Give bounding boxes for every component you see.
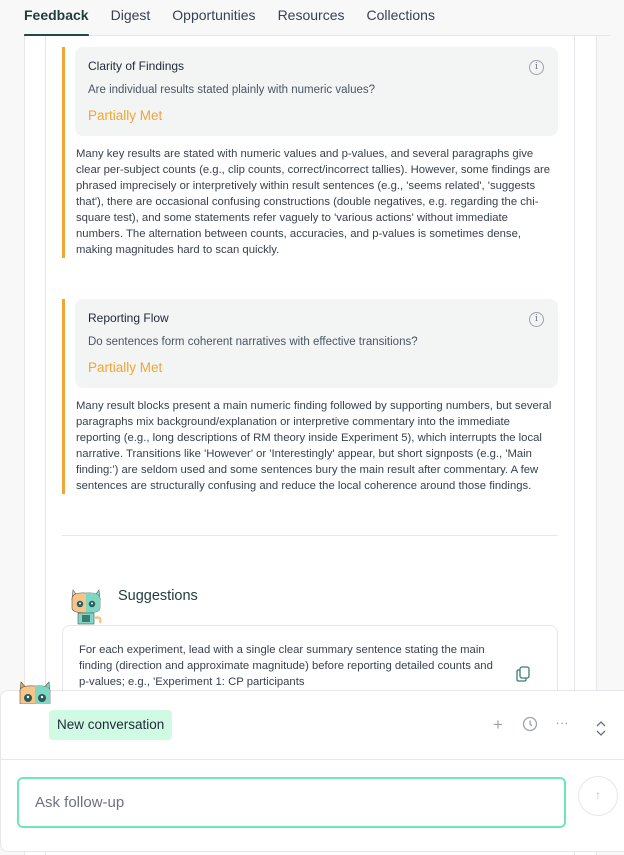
criterion-card bbox=[75, 299, 558, 388]
tab-resources[interactable]: Resources bbox=[277, 7, 345, 23]
cat-mascot-icon bbox=[68, 586, 104, 626]
history-icon[interactable] bbox=[522, 716, 538, 732]
info-icon[interactable]: i bbox=[529, 312, 544, 327]
criterion-clarity-of-findings bbox=[62, 47, 558, 258]
tab-digest[interactable]: Digest bbox=[110, 7, 151, 23]
new-conversation-tab[interactable]: New conversation bbox=[49, 710, 172, 740]
chat-header-divider bbox=[0, 759, 624, 760]
tab-opportunities[interactable]: Opportunities bbox=[172, 7, 256, 23]
criterion-title: Reporting Flow bbox=[88, 311, 169, 325]
tab-collections[interactable]: Collections bbox=[366, 7, 435, 23]
more-icon[interactable]: ··· bbox=[555, 715, 569, 730]
section-divider bbox=[62, 535, 558, 536]
send-button[interactable] bbox=[578, 776, 618, 816]
criterion-card bbox=[75, 47, 558, 136]
cat-mascot-icon bbox=[17, 680, 53, 704]
plus-icon[interactable]: + bbox=[493, 715, 503, 734]
tab-feedback[interactable]: Feedback bbox=[24, 0, 89, 36]
criterion-status: Partially Met bbox=[88, 360, 163, 375]
arrow-up-icon: ↑ bbox=[595, 788, 601, 802]
criterion-title: Clarity of Findings bbox=[88, 59, 185, 73]
criterion-status: Partially Met bbox=[88, 108, 163, 123]
criterion-body: Many result blocks present a main numeric finding followed by supporting numbers, but several paragraphs mix background/explanation or interpretive commentary into the immediate reporting (e.g., long descriptions of RM theory inside Experiment 5), which interrupts the local narrative. Transitions like 'However' or 'Interestingly' appear, but short signposts (e.g., 'Main finding:') are seldom used and some sentences bury the main result after commentary. A few sentences are structurally confusing and reduce the local coherence around those findings. bbox=[76, 400, 552, 492]
criterion-question: Do sentences form coherent narratives with effective transitions? bbox=[88, 336, 418, 348]
suggestions-title: Suggestions bbox=[118, 588, 198, 604]
tab-bar bbox=[24, 0, 611, 36]
expand-collapse-icon[interactable] bbox=[595, 720, 607, 737]
criterion-body: Many key results are stated with numeric values and p-values, and several paragraphs give clear per-subject counts (e.g., clip counts, correct/incorrect tallies). However, some findings are phrased imprecisely or interpretively within result sentences (e.g., 'seems related', 'suggests that'), there are occasional confusing constructions (double negatives, e.g. regarding the chi-square test), and some statements refer vaguely to 'various actions' without immediate numbers. The alternation between counts, accuracies, and p-values is sometimes dense, making magnitudes hard to scan quickly. bbox=[76, 148, 551, 256]
follow-up-input[interactable] bbox=[17, 777, 566, 828]
criterion-reporting-flow bbox=[62, 299, 558, 494]
suggestion-text: For each experiment, lead with a single clear summary sentence stating the main finding (direction and approximate magnitude) before reporting detailed counts and p-values; e.g., 'Experiment 1: CP participants bbox=[79, 644, 493, 688]
info-icon[interactable]: i bbox=[529, 60, 544, 75]
criterion-question: Are individual results stated plainly with numeric values? bbox=[88, 84, 376, 96]
copy-icon[interactable] bbox=[516, 666, 530, 682]
